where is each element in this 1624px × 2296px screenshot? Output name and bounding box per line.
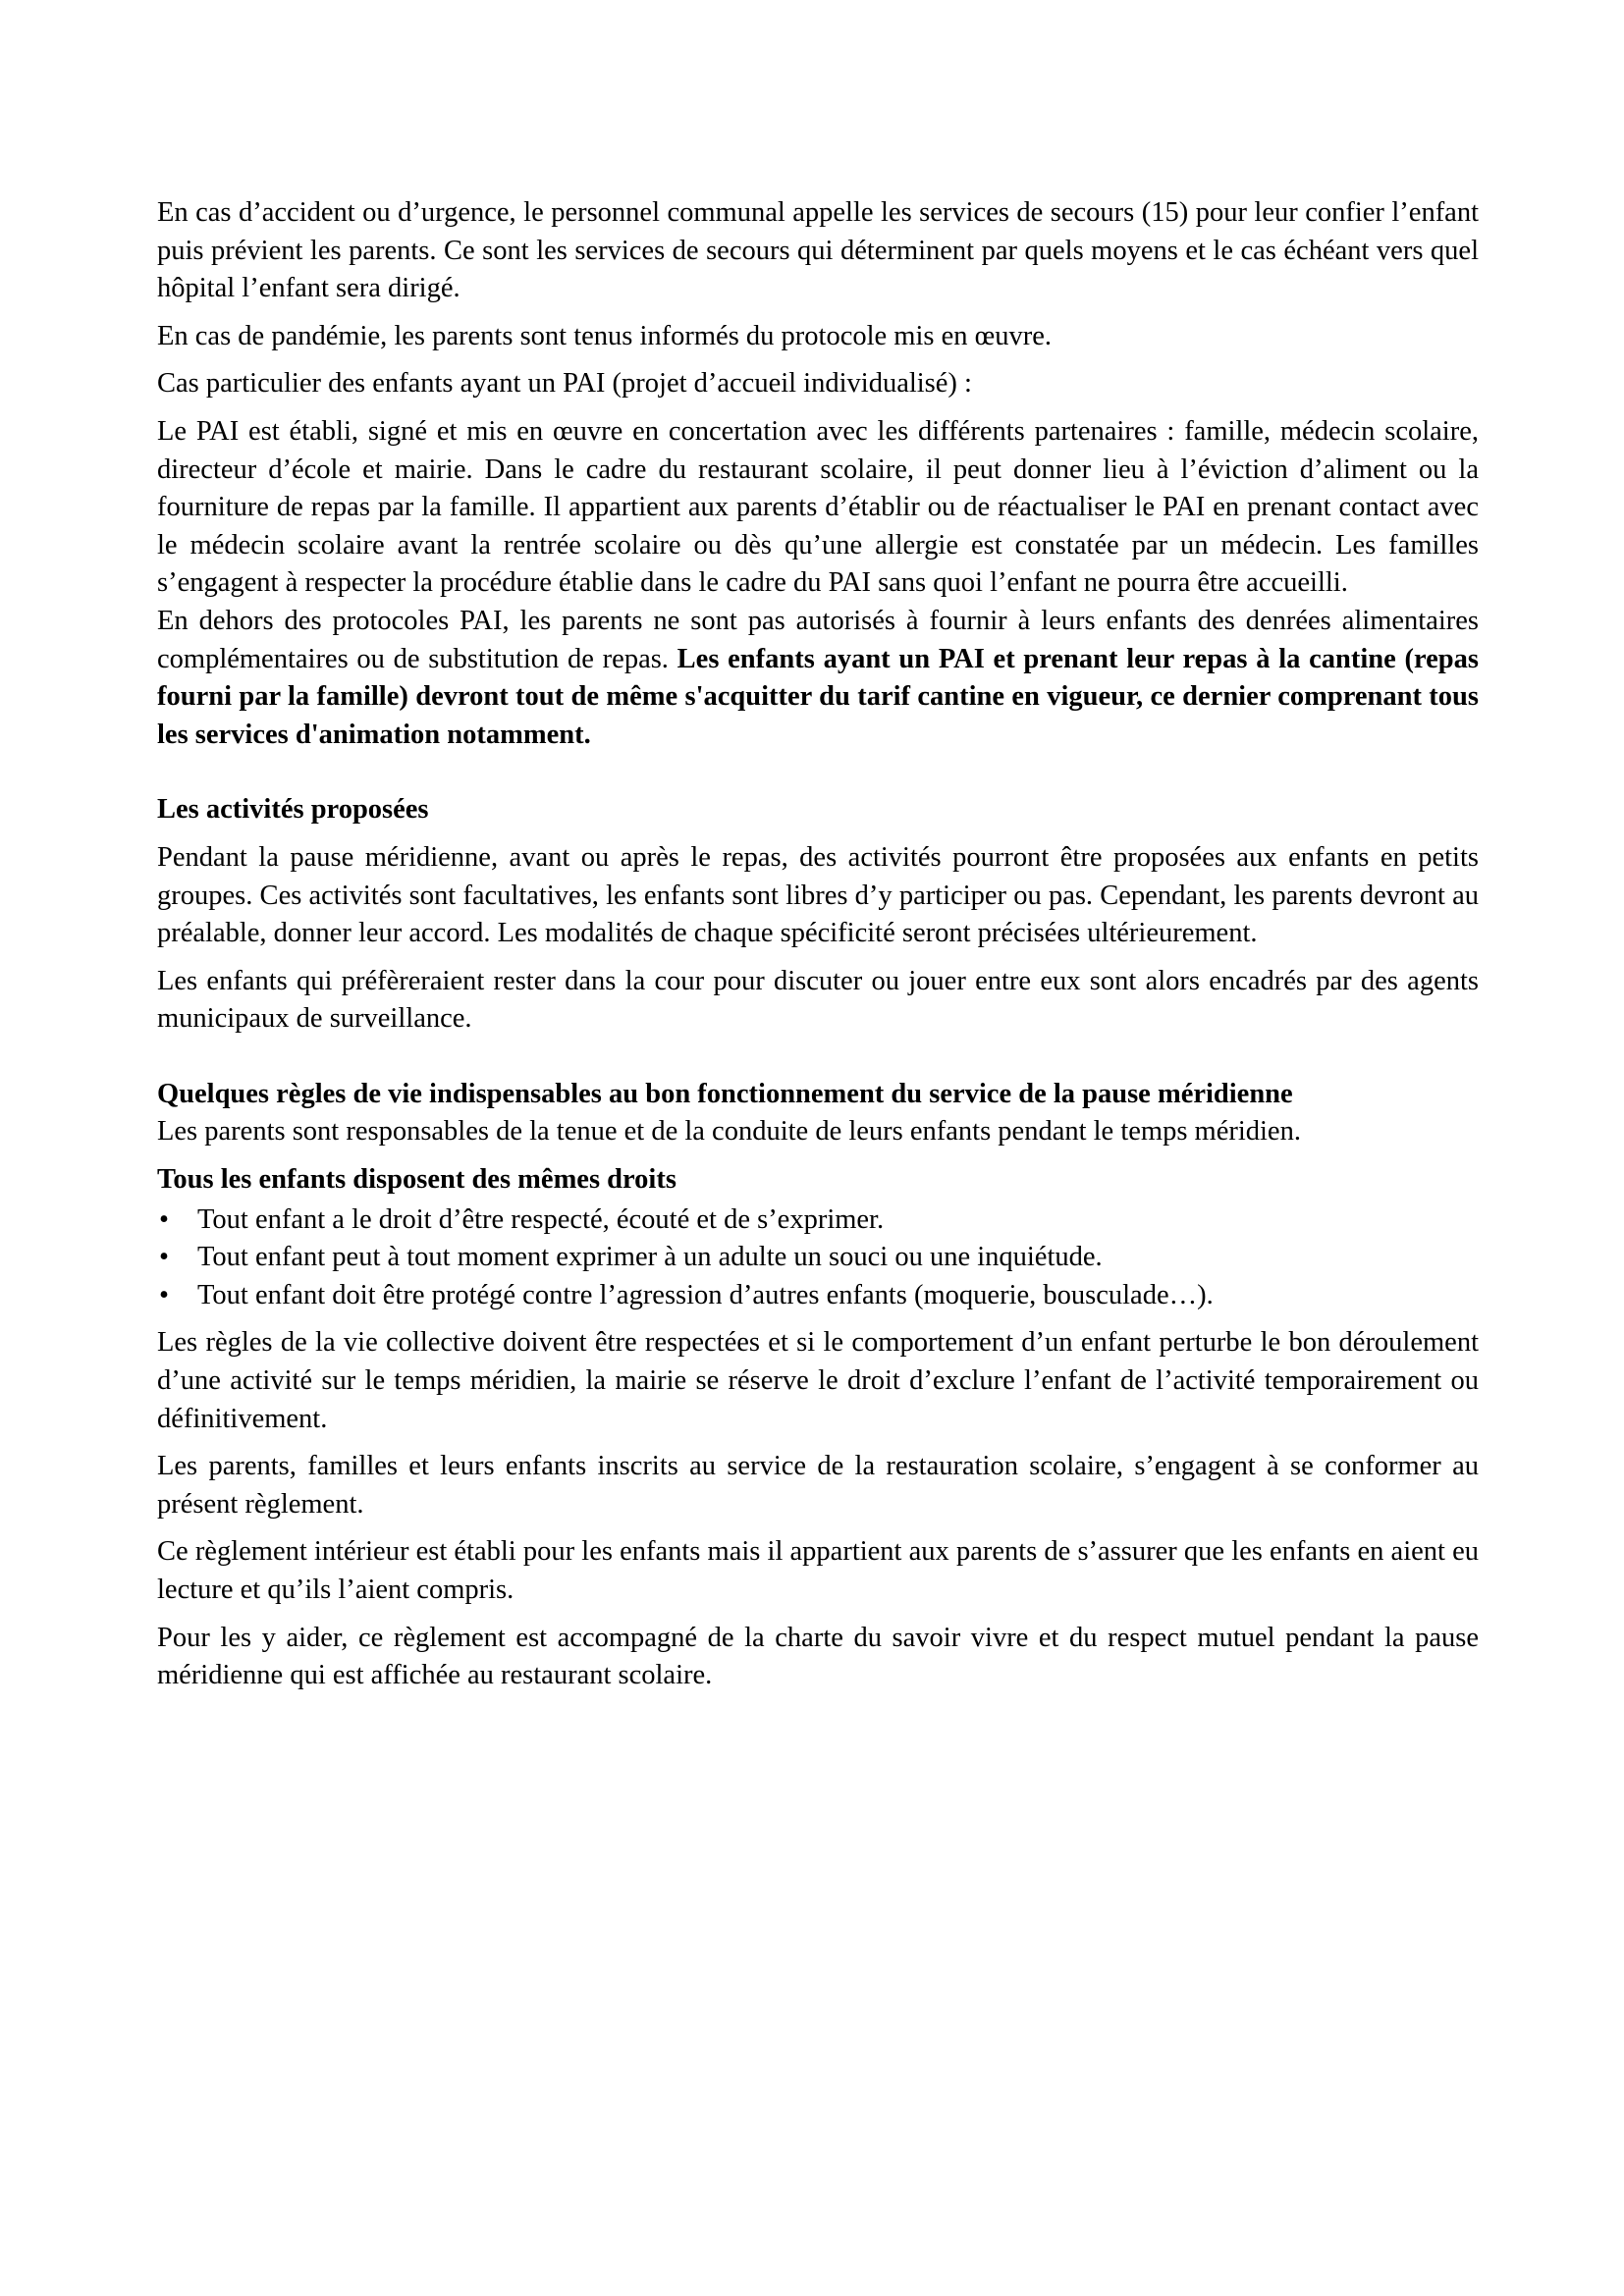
bullet-icon: •	[159, 1242, 169, 1273]
paragraph-charte: Pour les y aider, ce règlement est accompagné de la charte du savoir vivre et du respect mutuel pendant la pause méridienne qui est affichée au restaurant scolaire.	[157, 1622, 1479, 1691]
list-item-text: Tout enfant a le droit d’être respecté, écouté et de s’exprimer.	[197, 1203, 885, 1235]
list-item-text: Tout enfant doit être protégé contre l’agression d’autres enfants (moquerie, bousculade…).	[197, 1279, 1214, 1310]
paragraph-engagement: Les parents, familles et leurs enfants inscrits au service de la restauration scolaire, s’engagent à se conformer au présent règlement.	[157, 1451, 1479, 1520]
list-item-text: Tout enfant peut à tout moment exprimer à un adulte un souci ou une inquiétude.	[197, 1242, 1103, 1273]
list-item	[157, 1277, 1479, 1315]
list-item	[157, 1239, 1479, 1277]
paragraph-vie-collective: Les règles de la vie collective doivent être respectées et si le comportement d’un enfant perturbe le bon déroulement d’une activité sur le temps méridien, la mairie se réserve le droit d’exclure l’enfant de l’activité temporairement ou définitivement.	[157, 1327, 1479, 1434]
paragraph-pai-denrees	[157, 603, 1479, 754]
subheading-droits: Tous les enfants disposent des mêmes droits	[157, 1164, 677, 1196]
paragraph-pai-denrees-text: En dehors des protocoles PAI, les parents ne sont pas autorisés à fournir à leurs enfants des denrées alimentaires complémentaires ou de substitution de repas.	[157, 605, 1479, 674]
paragraph-urgence: En cas d’accident ou d’urgence, le personnel communal appelle les services de secours (15) pour leur confier l’enfant puis prévient les parents. Ce sont les services de secours qui déterminent par quels moyens et le cas échéant vers quel hôpital l’enfant sera dirigé.	[157, 197, 1479, 304]
bullet-icon: •	[159, 1279, 169, 1310]
paragraph-pai-details: Le PAI est établi, signé et mis en œuvre en concertation avec les différents partenaires : famille, médecin scolaire, directeur d’école et mairie. Dans le cadre du restaurant scolaire, il peut donner lieu à l’éviction d’aliment ou la fourniture de repas par la famille. Il appartient aux parents d’établir ou de réactualiser le PAI en prenant contact avec le médecin scolaire avant la rentrée scolaire ou dès qu’une allergie est constatée par un médecin. Les familles s’engagent à respecter la procédure établie dans le cadre du PAI sans quoi l’enfant ne pourra être accueilli.	[157, 415, 1479, 599]
bullet-icon: •	[159, 1203, 169, 1235]
document-page	[157, 194, 1479, 1695]
paragraph-cour: Les enfants qui préfèreraient rester dans la cour pour discuter ou jouer entre eux sont alors encadrés par des agents municipaux de surveillance.	[157, 965, 1479, 1035]
list-item	[157, 1201, 1479, 1240]
paragraph-lecture: Ce règlement intérieur est établi pour les enfants mais il appartient aux parents de s’assurer que les enfants en aient eu lecture et qu’ils l’aient compris.	[157, 1536, 1479, 1605]
paragraph-pai-tarif-bold: Les enfants ayant un PAI et prenant leur repas à la cantine (repas fourni par la famille) devront tout de même s'acquitter du tarif cantine en vigueur, ce dernier comprenant tous les services d'animation notamment.	[157, 643, 1479, 750]
paragraph-responsabilite: Les parents sont responsables de la tenue et de la conduite de leurs enfants pendant le temps méridien.	[157, 1116, 1301, 1148]
paragraph-pandemie: En cas de pandémie, les parents sont tenus informés du protocole mis en œuvre.	[157, 320, 1052, 351]
heading-activites: Les activités proposées	[157, 794, 429, 826]
paragraph-pai-intro: Cas particulier des enfants ayant un PAI (projet d’accueil individualisé) :	[157, 368, 972, 400]
paragraph-activites: Pendant la pause méridienne, avant ou après le repas, des activités pourront être proposées aux enfants en petits groupes. Ces activités sont facultatives, les enfants sont libres d’y participer ou pas. Cependant, les parents devront au préalable, donner leur accord. Les modalités de chaque spécificité seront précisées ultérieurement.	[157, 841, 1479, 949]
heading-regles: Quelques règles de vie indispensables au bon fonctionnement du service de la pause méridienne	[157, 1078, 1293, 1109]
rights-list	[157, 1201, 1479, 1315]
